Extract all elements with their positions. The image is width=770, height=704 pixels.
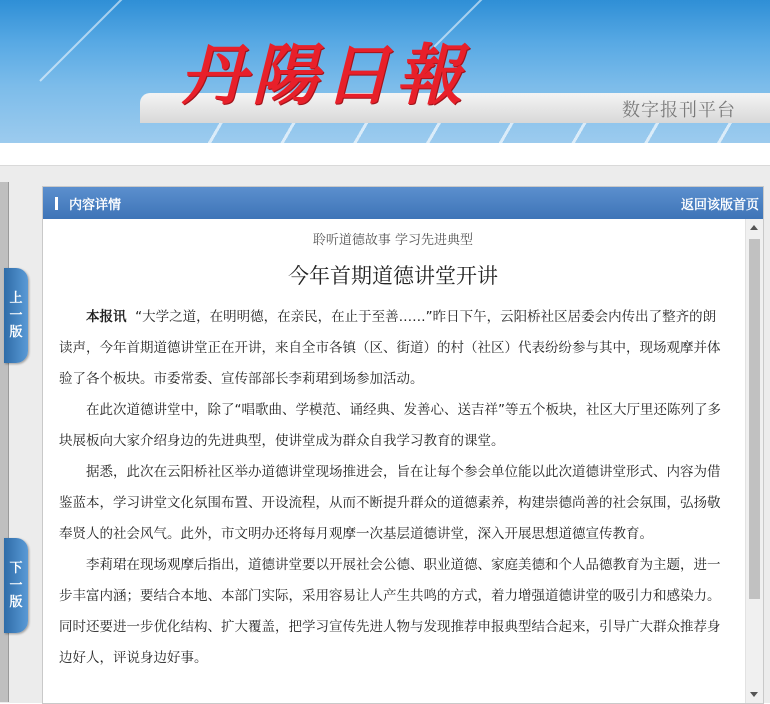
back-to-page-link[interactable]: 返回该版首页 xyxy=(680,198,759,213)
next-page-char: 下 xyxy=(9,561,23,576)
next-page-char: 版 xyxy=(9,595,23,610)
next-page-char: 一 xyxy=(9,578,23,593)
article-kicker: 聆听道德故事 学习先进典型 xyxy=(312,233,474,248)
scroll-thumb[interactable] xyxy=(749,239,760,599)
prev-page-char: 上 xyxy=(9,291,23,306)
panel-header xyxy=(43,187,763,219)
article-content xyxy=(43,219,743,703)
header-banner xyxy=(0,0,770,143)
next-page-tab[interactable] xyxy=(4,538,28,633)
prev-page-char: 版 xyxy=(9,325,23,340)
banner-decoration xyxy=(39,0,125,82)
header-separator xyxy=(0,143,770,165)
content-panel xyxy=(42,186,764,704)
header-bar-icon xyxy=(55,197,58,210)
article-paragraph: 李莉珺在现场观摩后指出，道德讲堂要以开展社会公德、职业道德、家庭美德和个人品德教育为主题，进一步丰富内涵；要结合本地、本部门实际，采用容易让人产生共鸣的方式，着力增强道德讲堂的吸引力和感染力。同时还要进一步优化结构、扩大覆盖，把学习宣传先进人物与发现推荐申报典型结合起来，引导广大群众推荐身边好人，评说身边好事。 xyxy=(59,557,721,666)
article-headline: 今年首期道德讲堂开讲 xyxy=(288,264,498,288)
prev-page-char: 一 xyxy=(9,308,23,323)
paragraph-text: “大学之道，在明明德，在亲民，在止于至善……”昨日下午，云阳桥社区居委会内传出了整齐的朗读声，今年首期道德讲堂正在开讲，来自全市各镇（区、街道）的村（社区）代表纷纷参与其中，现场观摩并体验了各个板块。市委常委、宣传部部长李莉珺到场参加活动。 xyxy=(59,309,721,387)
vertical-scrollbar[interactable] xyxy=(745,219,763,703)
scroll-up-icon[interactable] xyxy=(750,225,758,230)
article-paragraph: 在此次道德讲堂中，除了“唱歌曲、学模范、诵经典、发善心、送吉祥”等五个板块，社区大厅里还陈列了多块展板向大家介绍身边的先进典型，使讲堂成为群众自我学习教育的课堂。 xyxy=(59,402,721,449)
prev-page-tab[interactable] xyxy=(4,268,28,363)
scroll-down-icon[interactable] xyxy=(750,692,758,697)
article-paragraph xyxy=(59,302,727,395)
article-paragraph: 据悉，此次在云阳桥社区举办道德讲堂现场推进会，旨在让每个参会单位能以此次道德讲堂形式、内容为借鉴蓝本，学习讲堂文化氛围布置、开设流程，从而不断提升群众的道德素养，构建崇德尚善的社会氛围，弘扬敬奉贤人的社会风气。此外，市文明办还将每月观摩一次基层道德讲堂，深入开展思想道德宣传教育。 xyxy=(59,464,721,542)
article-body xyxy=(43,302,743,674)
banner-stripes xyxy=(150,123,770,143)
platform-subtitle: 数字报刊平台 xyxy=(622,100,736,121)
article-lead: 本报讯 xyxy=(86,309,127,325)
newspaper-logo: 丹陽日報 xyxy=(180,36,468,114)
panel-title: 内容详情 xyxy=(69,198,122,213)
